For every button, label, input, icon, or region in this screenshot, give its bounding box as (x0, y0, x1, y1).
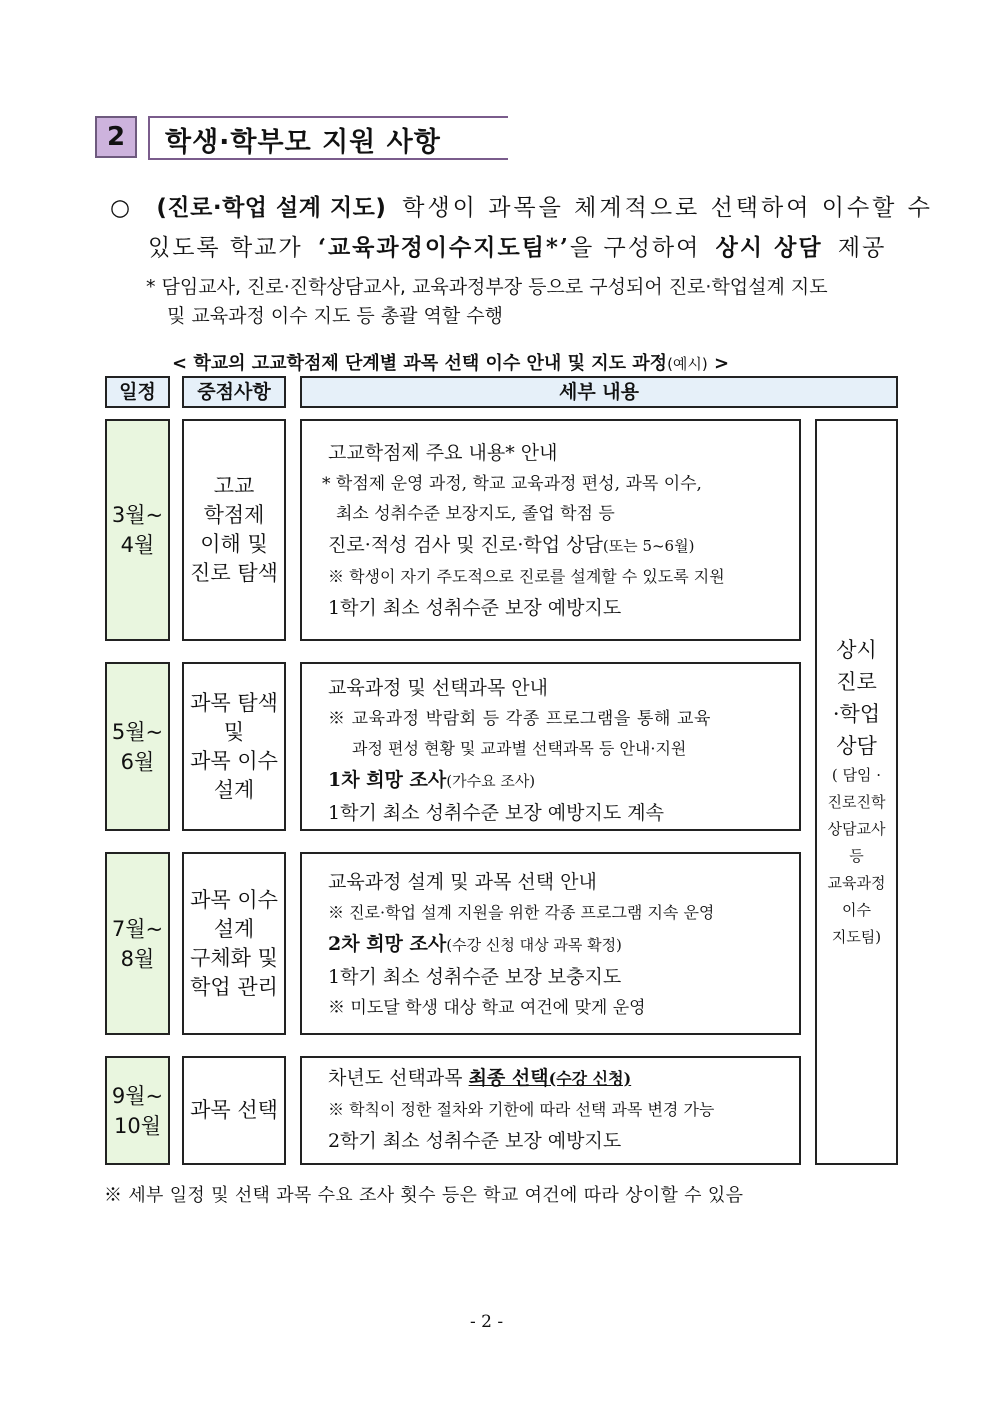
detail-small: (수강 신청 대상 과목 확정) (446, 936, 622, 954)
focus-line: 설계 (213, 916, 255, 941)
caption-example: (예시) (667, 355, 708, 373)
detail-line: 과정 편성 현황 및 교과별 선택과목 등 안내·지원 (352, 739, 687, 758)
month-cell (105, 419, 170, 641)
detail-line: ※ 교육과정 박람회 등 각종 프로그램을 통해 교육 (328, 709, 712, 729)
detail-bold: 최종 선택 (468, 1067, 549, 1089)
detail-line (328, 529, 799, 562)
note-line-2: 및 교육과정 이수 지도 등 총괄 역할 수행 (167, 305, 503, 327)
detail-line (328, 1062, 799, 1095)
bullet-line-1-text: 학생이 과목을 체계적으로 선택하여 이수할 수 (402, 195, 933, 221)
bullet-marker: ○ (110, 195, 131, 221)
side-sub-line: 상담교사 (827, 819, 886, 838)
detail-line: 최소 성취수준 보장지도, 졸업 학점 등 (336, 504, 615, 524)
detail-line: ※ 학생이 자기 주도적으로 진로를 설계할 수 있도록 지원 (328, 567, 725, 586)
side-main-line: 상시 (836, 637, 877, 662)
detail-bold: 1차 희망 조사 (328, 769, 447, 791)
detail-cell (300, 1056, 801, 1165)
detail-line (328, 928, 799, 961)
detail-line: 1학기 최소 성취수준 보장 예방지도 계속 (328, 802, 664, 824)
detail-line: 고교학점제 주요 내용* 안내 (328, 442, 558, 464)
detail-line: ※ 미도달 학생 대상 학교 여건에 맞게 운영 (328, 998, 646, 1018)
detail-bold: 2차 희망 조사 (328, 933, 447, 955)
bullet-line-2-b: 을 구성하여 (569, 235, 701, 261)
detail-line: 1학기 최소 성취수준 보장 보충지도 (328, 966, 622, 988)
focus-line: 과목 이수 (190, 748, 278, 773)
month-start: 9월~ (111, 1083, 164, 1108)
bullet-team-name: ‘교육과정이수지도팀*’ (317, 234, 570, 261)
header-schedule: 일정 (105, 376, 170, 408)
detail-cell (300, 852, 801, 1035)
bullet-line-1 (110, 189, 933, 222)
focus-line: 과목 이수 (190, 887, 278, 912)
detail-cell (300, 419, 801, 641)
header-detail: 세부 내용 (300, 376, 898, 408)
focus-line: 이해 및 (200, 532, 268, 556)
side-sub-line: 지도팀) (831, 927, 882, 946)
detail-line: ※ 진로·학업 설계 지원을 위한 각종 프로그램 지속 운영 (328, 903, 715, 922)
month-end: 4월 (120, 533, 155, 557)
bullet-line-2-bold: 상시 상담 (715, 234, 823, 261)
month-cell (105, 852, 170, 1035)
month-start: 5월~ (111, 719, 164, 744)
focus-line: 고교 (213, 474, 255, 498)
detail-line: * 학점제 운영 과정, 학교 교육과정 편성, 과목 이수, (322, 474, 702, 494)
focus-cell (182, 662, 286, 831)
focus-line: 학점제 (203, 503, 265, 527)
footnote: ※ 세부 일정 및 선택 과목 수요 조사 횟수 등은 학교 여건에 따라 상이할 수 있음 (104, 1185, 744, 1206)
side-sub-line: 등 (849, 846, 864, 865)
detail-line: ※ 학칙이 정한 절차와 기한에 따라 선택 과목 변경 가능 (328, 1100, 715, 1119)
month-cell (105, 662, 170, 831)
focus-line: 과목 탐색 (190, 690, 278, 715)
section-number: 2 (95, 116, 137, 158)
section-title: 학생·학부모 지원 사항 (165, 127, 441, 158)
bullet-line-2-c: 제공 (837, 235, 887, 261)
bullet-line-2-a: 있도록 학교가 (148, 235, 303, 261)
caption-end: > (714, 353, 730, 374)
detail-text: 차년도 선택과목 (328, 1067, 463, 1089)
side-sub-line: ( 담임 · (831, 765, 882, 784)
focus-line: 과목 선택 (190, 1098, 278, 1122)
month-end: 6월 (120, 749, 155, 774)
bullet-heading: (진로·학업 설계 지도) (156, 195, 387, 221)
side-counseling-cell (815, 419, 898, 1165)
month-end: 10월 (113, 1113, 161, 1138)
focus-line: 진로 탐색 (190, 561, 278, 585)
side-sub-line: 진로진학 (827, 792, 886, 811)
side-main-line: ·학업 (832, 701, 881, 726)
focus-line: 및 (223, 719, 245, 744)
header-focus: 중점사항 (182, 376, 286, 408)
side-sub-line: 교육과정 (827, 873, 886, 892)
focus-cell (182, 852, 286, 1035)
side-main-line: 진로 (836, 669, 877, 694)
detail-cell (300, 662, 801, 831)
month-cell (105, 1056, 170, 1165)
focus-cell (182, 419, 286, 641)
focus-line: 설계 (213, 777, 255, 802)
bullet-line-2 (148, 229, 886, 262)
table-caption (172, 349, 729, 375)
detail-text: 진로·적성 검사 및 진로·학업 상담 (328, 534, 603, 556)
focus-cell (182, 1056, 286, 1165)
focus-line: 구체화 및 (190, 945, 278, 970)
month-end: 8월 (120, 946, 155, 971)
note-line-1: * 담임교사, 진로·진학상담교사, 교육과정부장 등으로 구성되어 진로·학업설계 지도 (146, 276, 828, 298)
side-sub-line: 이수 (842, 900, 871, 919)
month-start: 7월~ (111, 916, 164, 941)
focus-line: 학업 관리 (190, 974, 278, 999)
caption-text: < 학교의 고교학점제 단계별 과목 선택 이수 안내 및 지도 과정 (172, 353, 668, 374)
detail-line: 교육과정 설계 및 과목 선택 안내 (328, 871, 597, 893)
detail-line (328, 764, 799, 797)
side-main-line: 상담 (836, 733, 877, 758)
detail-line: 2학기 최소 성취수준 보장 예방지도 (328, 1130, 622, 1152)
detail-small: (가수요 조사) (446, 772, 536, 790)
detail-small: (또는 5~6월) (602, 537, 695, 555)
month-start: 3월~ (111, 503, 164, 527)
page-number: - 2 - (470, 1312, 504, 1332)
detail-line: 교육과정 및 선택과목 안내 (328, 677, 549, 699)
detail-line: 1학기 최소 성취수준 보장 예방지도 (328, 597, 622, 619)
detail-bold-small: (수강 신청) (548, 1069, 632, 1088)
